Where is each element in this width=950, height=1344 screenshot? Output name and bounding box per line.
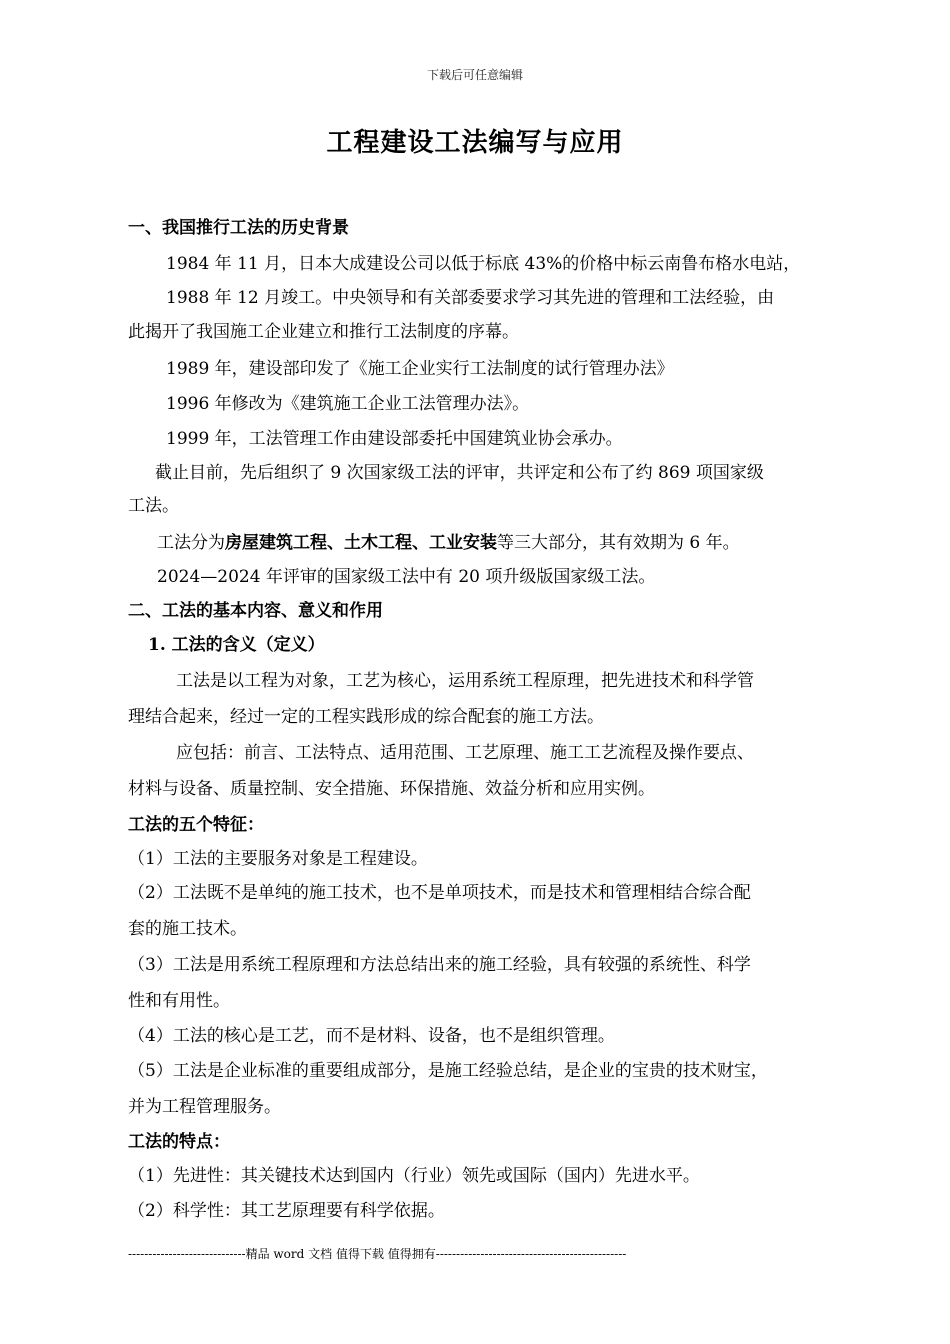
section-2-heading: 二、工法的基本内容、意义和作用 <box>128 601 383 621</box>
document-title: 工程建设工法编写与应用 <box>326 128 624 158</box>
paragraph: 1999 年，工法管理工作由建设部委托中国建筑业协会承办。 <box>166 429 623 449</box>
list-item: （2）科学性：其工艺原理要有科学依据。 <box>128 1201 445 1221</box>
paragraph: 工法。 <box>128 496 179 516</box>
paragraph: 工法是以工程为对象，工艺为核心，运用系统工程原理，把先进技术和科学管 <box>176 671 754 691</box>
list-item: （1）工法的主要服务对象是工程建设。 <box>128 849 428 869</box>
paragraph: 应包括：前言、工法特点、适用范围、工艺原理、施工工艺流程及操作要点、 <box>176 743 754 763</box>
paragraph: 1989 年，建设部印发了《施工企业实行工法制度的试行管理办法》 <box>166 359 674 379</box>
paragraph: 1988 年 12 月竣工。中央领导和有关部委要求学习其先进的管理和工法经验，由 <box>166 288 775 308</box>
paragraph: 材料与设备、质量控制、安全措施、环保措施、效益分析和应用实例。 <box>128 779 655 799</box>
list-item: 性和有用性。 <box>128 991 230 1011</box>
paragraph <box>157 531 740 555</box>
paragraph: 理结合起来，经过一定的工程实践形成的综合配套的施工方法。 <box>128 707 604 727</box>
paragraph: 2024—2024 年评审的国家级工法中有 20 项升级版国家级工法。 <box>157 567 656 587</box>
section-1-heading: 一、我国推行工法的历史背景 <box>128 218 349 238</box>
text: 工法分为 <box>157 533 225 553</box>
paragraph: 1996 年修改为《建筑施工企业工法管理办法》。 <box>166 394 530 414</box>
list-item: （1）先进性：其关键技术达到国内（行业）领先或国际（国内）先进水平。 <box>128 1166 700 1186</box>
page-footer: -----------------------------精品 word 文档 值得下载 值得拥有----------------------------------------------- <box>128 1247 627 1261</box>
characteristics-heading: 工法的特点： <box>128 1132 230 1152</box>
list-item: （2）工法既不是单纯的施工技术，也不是单项技术，而是技术和管理相结合综合配 <box>128 883 751 903</box>
list-item: （4）工法的核心是工艺，而不是材料、设备，也不是组织管理。 <box>128 1026 615 1046</box>
paragraph: 此揭开了我国施工企业建立和推行工法制度的序幕。 <box>128 322 519 342</box>
list-item: 并为工程管理服务。 <box>128 1097 281 1117</box>
list-item: （5）工法是企业标准的重要组成部分，是施工经验总结，是企业的宝贵的技术财宝， <box>128 1061 768 1081</box>
list-item: 套的施工技术。 <box>128 919 247 939</box>
header-note: 下载后可任意编辑 <box>426 68 523 82</box>
bold-text: 房屋建筑工程、土木工程、工业安装 <box>225 533 497 553</box>
features-heading: 工法的五个特征： <box>128 815 264 835</box>
paragraph: 截止目前，先后组织了 9 次国家级工法的评审，共评定和公布了约 869 项国家级 <box>155 463 764 483</box>
subsection-heading: 1. 工法的含义（定义） <box>148 635 325 655</box>
list-item: （3）工法是用系统工程原理和方法总结出来的施工经验，具有较强的系统性、科学 <box>128 955 751 975</box>
text: 等三大部分，其有效期为 6 年。 <box>497 533 740 553</box>
paragraph: 1984 年 11 月，日本大成建设公司以低于标底 43%的价格中标云南鲁布格水电站， <box>166 254 801 274</box>
